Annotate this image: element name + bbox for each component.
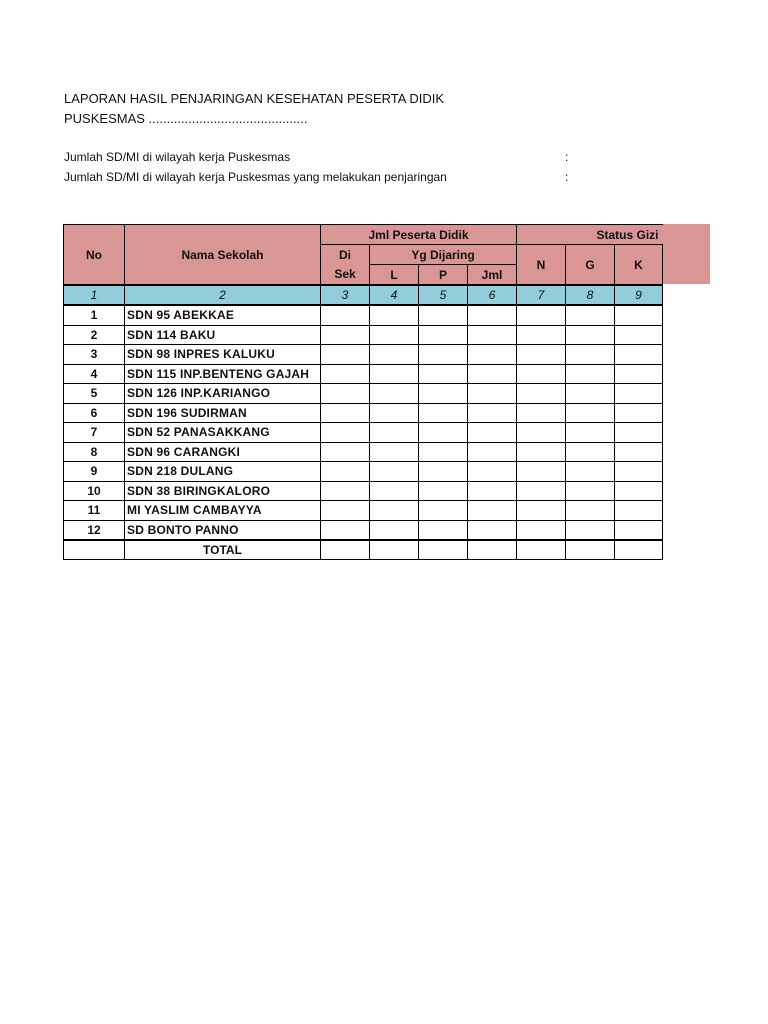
empty-cell[interactable] bbox=[370, 462, 419, 482]
empty-cell[interactable] bbox=[370, 403, 419, 423]
empty-cell[interactable] bbox=[321, 384, 370, 404]
empty-cell[interactable] bbox=[566, 305, 615, 325]
empty-cell[interactable] bbox=[468, 520, 517, 540]
header-g: G bbox=[566, 245, 615, 286]
header-no: No bbox=[64, 225, 125, 286]
empty-cell[interactable] bbox=[615, 345, 663, 365]
empty-cell[interactable] bbox=[370, 364, 419, 384]
info-jumlah-sd-colon: : bbox=[565, 150, 569, 164]
column-number: 6 bbox=[468, 285, 517, 305]
empty-cell[interactable] bbox=[615, 325, 663, 345]
column-number: 1 bbox=[64, 285, 125, 305]
row-number: 9 bbox=[64, 462, 125, 482]
row-number: 12 bbox=[64, 520, 125, 540]
header-n: N bbox=[517, 245, 566, 286]
empty-cell[interactable] bbox=[370, 345, 419, 365]
table-row bbox=[64, 305, 663, 325]
school-name: SDN 114 BAKU bbox=[125, 325, 321, 345]
empty-cell[interactable] bbox=[419, 442, 468, 462]
school-name: MI YASLIM CAMBAYYA bbox=[125, 501, 321, 521]
empty-cell[interactable] bbox=[517, 403, 566, 423]
total-cell[interactable] bbox=[566, 540, 615, 560]
table-row bbox=[64, 462, 663, 482]
total-cell[interactable] bbox=[321, 540, 370, 560]
empty-cell[interactable] bbox=[615, 403, 663, 423]
empty-cell[interactable] bbox=[615, 423, 663, 443]
total-cell[interactable] bbox=[517, 540, 566, 560]
empty-cell[interactable] bbox=[615, 481, 663, 501]
column-number-row bbox=[64, 285, 663, 305]
table-row bbox=[64, 384, 663, 404]
total-cell[interactable] bbox=[370, 540, 419, 560]
empty-cell[interactable] bbox=[468, 403, 517, 423]
report-title: LAPORAN HASIL PENJARINGAN KESEHATAN PESERTA DIDIK bbox=[64, 91, 444, 106]
empty-cell[interactable] bbox=[615, 384, 663, 404]
empty-cell[interactable] bbox=[419, 325, 468, 345]
empty-cell[interactable] bbox=[468, 442, 517, 462]
empty-cell[interactable] bbox=[419, 345, 468, 365]
school-name: SDN 52 PANASAKKANG bbox=[125, 423, 321, 443]
screening-table bbox=[63, 224, 663, 560]
table-row bbox=[64, 442, 663, 462]
header-p: P bbox=[419, 265, 468, 286]
empty-cell[interactable] bbox=[419, 403, 468, 423]
empty-cell[interactable] bbox=[370, 325, 419, 345]
table-row bbox=[64, 520, 663, 540]
empty-cell[interactable] bbox=[419, 305, 468, 325]
school-name: SDN 218 DULANG bbox=[125, 462, 321, 482]
empty-cell[interactable] bbox=[468, 345, 517, 365]
empty-cell[interactable] bbox=[468, 481, 517, 501]
empty-cell[interactable] bbox=[468, 325, 517, 345]
row-number: 11 bbox=[64, 501, 125, 521]
empty-cell[interactable] bbox=[468, 501, 517, 521]
empty-cell[interactable] bbox=[419, 501, 468, 521]
empty-cell[interactable] bbox=[370, 481, 419, 501]
header-sek: Sek bbox=[321, 265, 370, 286]
empty-cell[interactable] bbox=[419, 462, 468, 482]
empty-cell[interactable] bbox=[321, 462, 370, 482]
row-number: 8 bbox=[64, 442, 125, 462]
empty-cell[interactable] bbox=[321, 481, 370, 501]
empty-cell[interactable] bbox=[321, 520, 370, 540]
header-nama-sekolah: Nama Sekolah bbox=[125, 225, 321, 286]
empty-cell[interactable] bbox=[370, 384, 419, 404]
header-k: K bbox=[615, 245, 663, 286]
empty-cell[interactable] bbox=[321, 364, 370, 384]
empty-cell[interactable] bbox=[517, 325, 566, 345]
empty-cell[interactable] bbox=[517, 501, 566, 521]
school-name: SD BONTO PANNO bbox=[125, 520, 321, 540]
empty-cell[interactable] bbox=[321, 325, 370, 345]
empty-cell[interactable] bbox=[370, 501, 419, 521]
school-name: SDN 126 INP.KARIANGO bbox=[125, 384, 321, 404]
empty-cell[interactable] bbox=[517, 481, 566, 501]
table-row bbox=[64, 481, 663, 501]
empty-cell[interactable] bbox=[321, 442, 370, 462]
empty-cell[interactable] bbox=[419, 384, 468, 404]
empty-cell[interactable] bbox=[615, 442, 663, 462]
empty-cell[interactable] bbox=[566, 364, 615, 384]
school-name: SDN 38 BIRINGKALORO bbox=[125, 481, 321, 501]
column-number: 8 bbox=[566, 285, 615, 305]
total-no-cell bbox=[64, 540, 125, 560]
empty-cell[interactable] bbox=[615, 520, 663, 540]
empty-cell[interactable] bbox=[517, 423, 566, 443]
header-di: Di bbox=[321, 245, 370, 265]
column-number: 2 bbox=[125, 285, 321, 305]
empty-cell[interactable] bbox=[615, 305, 663, 325]
empty-cell[interactable] bbox=[468, 305, 517, 325]
row-number: 7 bbox=[64, 423, 125, 443]
table-row bbox=[64, 501, 663, 521]
row-number: 6 bbox=[64, 403, 125, 423]
puskesmas-line: PUSKESMAS ............................................ bbox=[64, 111, 308, 126]
empty-cell[interactable] bbox=[566, 403, 615, 423]
empty-cell[interactable] bbox=[517, 462, 566, 482]
empty-cell[interactable] bbox=[370, 520, 419, 540]
school-name: SDN 96 CARANGKI bbox=[125, 442, 321, 462]
empty-cell[interactable] bbox=[517, 520, 566, 540]
column-number: 5 bbox=[419, 285, 468, 305]
info-jumlah-sd: Jumlah SD/MI di wilayah kerja Puskesmas bbox=[64, 150, 291, 164]
column-number: 7 bbox=[517, 285, 566, 305]
row-number: 10 bbox=[64, 481, 125, 501]
empty-cell[interactable] bbox=[370, 442, 419, 462]
header-jml: Jml bbox=[468, 265, 517, 286]
empty-cell[interactable] bbox=[419, 481, 468, 501]
empty-cell[interactable] bbox=[468, 423, 517, 443]
empty-cell[interactable] bbox=[321, 423, 370, 443]
total-cell[interactable] bbox=[468, 540, 517, 560]
empty-cell[interactable] bbox=[468, 384, 517, 404]
row-number: 2 bbox=[64, 325, 125, 345]
empty-cell[interactable] bbox=[517, 345, 566, 365]
empty-cell[interactable] bbox=[517, 384, 566, 404]
empty-cell[interactable] bbox=[419, 364, 468, 384]
column-number: 4 bbox=[370, 285, 419, 305]
empty-cell[interactable] bbox=[419, 423, 468, 443]
table-row bbox=[64, 423, 663, 443]
row-number: 3 bbox=[64, 345, 125, 365]
total-cell[interactable] bbox=[419, 540, 468, 560]
empty-cell[interactable] bbox=[615, 364, 663, 384]
total-row bbox=[64, 540, 663, 560]
empty-cell[interactable] bbox=[566, 384, 615, 404]
info-jumlah-penjaringan: Jumlah SD/MI di wilayah kerja Puskesmas yang melakukan penjaringan bbox=[64, 170, 447, 184]
column-number: 9 bbox=[615, 285, 663, 305]
empty-cell[interactable] bbox=[566, 423, 615, 443]
table-row bbox=[64, 364, 663, 384]
empty-cell[interactable] bbox=[468, 462, 517, 482]
total-cell[interactable] bbox=[615, 540, 663, 560]
column-number: 3 bbox=[321, 285, 370, 305]
info-jumlah-penjaringan-colon: : bbox=[565, 170, 569, 184]
empty-cell[interactable] bbox=[321, 305, 370, 325]
empty-cell[interactable] bbox=[566, 325, 615, 345]
row-number: 5 bbox=[64, 384, 125, 404]
empty-cell[interactable] bbox=[517, 364, 566, 384]
empty-cell[interactable] bbox=[517, 305, 566, 325]
empty-cell[interactable] bbox=[419, 520, 468, 540]
school-name: SDN 98 INPRES KALUKU bbox=[125, 345, 321, 365]
row-number: 4 bbox=[64, 364, 125, 384]
empty-cell[interactable] bbox=[566, 442, 615, 462]
header-status-gizi: Status Gizi bbox=[517, 225, 663, 245]
empty-cell[interactable] bbox=[566, 345, 615, 365]
empty-cell[interactable] bbox=[615, 462, 663, 482]
empty-cell[interactable] bbox=[566, 462, 615, 482]
header-fill-extension bbox=[660, 224, 710, 284]
empty-cell[interactable] bbox=[566, 481, 615, 501]
row-number: 1 bbox=[64, 305, 125, 325]
empty-cell[interactable] bbox=[321, 501, 370, 521]
header-l: L bbox=[370, 265, 419, 286]
header-jml-peserta: Jml Peserta Didik bbox=[321, 225, 517, 245]
empty-cell[interactable] bbox=[370, 423, 419, 443]
empty-cell[interactable] bbox=[370, 305, 419, 325]
total-label: TOTAL bbox=[125, 540, 321, 560]
empty-cell[interactable] bbox=[566, 501, 615, 521]
empty-cell[interactable] bbox=[468, 364, 517, 384]
header-yg-dijaring: Yg Dijaring bbox=[370, 245, 517, 265]
empty-cell[interactable] bbox=[566, 520, 615, 540]
empty-cell[interactable] bbox=[517, 442, 566, 462]
table-row bbox=[64, 345, 663, 365]
empty-cell[interactable] bbox=[615, 501, 663, 521]
table-row bbox=[64, 325, 663, 345]
empty-cell[interactable] bbox=[321, 345, 370, 365]
empty-cell[interactable] bbox=[321, 403, 370, 423]
school-name: SDN 95 ABEKKAE bbox=[125, 305, 321, 325]
table-row bbox=[64, 403, 663, 423]
school-name: SDN 115 INP.BENTENG GAJAH bbox=[125, 364, 321, 384]
school-name: SDN 196 SUDIRMAN bbox=[125, 403, 321, 423]
